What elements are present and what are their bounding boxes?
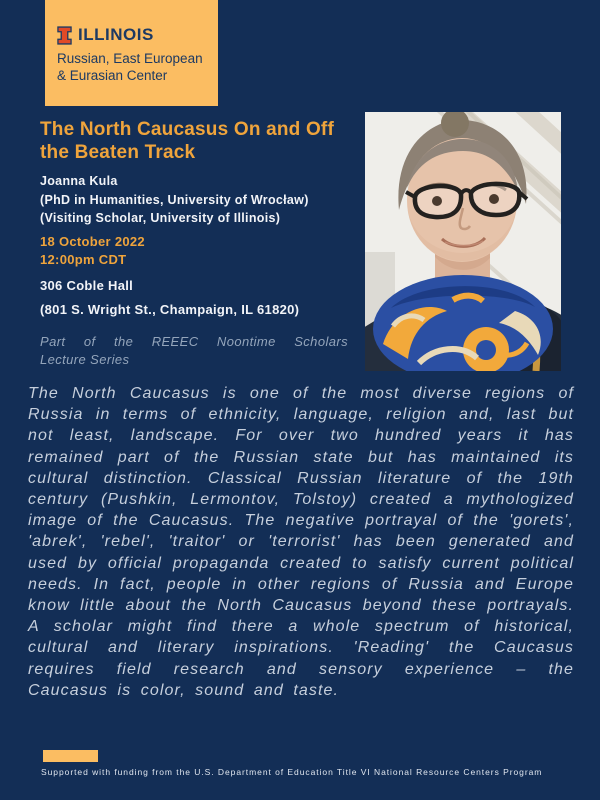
datetime-block xyxy=(40,233,145,269)
speaker-name: Joanna Kula xyxy=(40,174,118,188)
center-name xyxy=(57,51,218,84)
event-title-line2: the Beaten Track xyxy=(40,141,196,163)
speaker-photo-illustration xyxy=(365,112,561,371)
center-name-line2: & Eurasian Center xyxy=(57,67,168,83)
funding-note: Supported with funding from the U.S. Department of Education Title VI National Resource Centers Program xyxy=(41,767,543,777)
speaker-credential-2: (Visiting Scholar, University of Illinois) xyxy=(40,211,281,225)
speaker-block xyxy=(40,172,370,228)
event-time: 12:00pm CDT xyxy=(40,252,127,267)
series-note-line2: Lecture Series xyxy=(40,351,130,367)
illinois-block-i-icon xyxy=(57,26,72,45)
speaker-photo xyxy=(365,112,561,371)
venue-block xyxy=(40,278,299,317)
center-name-line1: Russian, East European xyxy=(57,51,203,66)
event-title-line1: The North Caucasus On and Off xyxy=(40,119,334,140)
illinois-wordmark: ILLINOIS xyxy=(78,25,154,44)
lecture-abstract: The North Caucasus is one of the most diverse regions of Russia in terms of ethnicity, language, religion and, last but not least, landscape. For over two hundred years it has remained part of the Russian state but has maintained its cultural distinction. Classical Russian literature of the 19th century (Pushkin, Lermontov, Tolstoy) created a mythologized image of the Caucasus. The negative portrayal of the 'gorets', 'abrek', 'rebel', 'traitor' or 'terrorist' has been generated and used by official propaganda created to satisfy current political needs. In fact, people in other regions of Russia and Europe know little about the North Caucasus beyond these portrayals. A scholar might find there a whole spectrum of historical, cultural and literary inspirations. 'Reading' the Caucasus requires field research and sensory experience – the Caucasus is color, sound and taste. xyxy=(28,385,574,699)
reeec-logo-box xyxy=(45,0,218,106)
event-date: 18 October 2022 xyxy=(40,234,145,249)
venue-address: (801 S. Wright St., Champaign, IL 61820) xyxy=(40,302,300,317)
venue-name: 306 Coble Hall xyxy=(40,278,134,293)
event-title xyxy=(40,119,360,164)
speaker-credential-1: (PhD in Humanities, University of Wrocław) xyxy=(40,192,309,207)
series-note xyxy=(40,333,348,368)
footer-accent-bar xyxy=(43,750,98,762)
illinois-logo xyxy=(57,25,218,45)
series-note-line1: Part of the REEEC Noontime Scholars xyxy=(40,334,348,349)
